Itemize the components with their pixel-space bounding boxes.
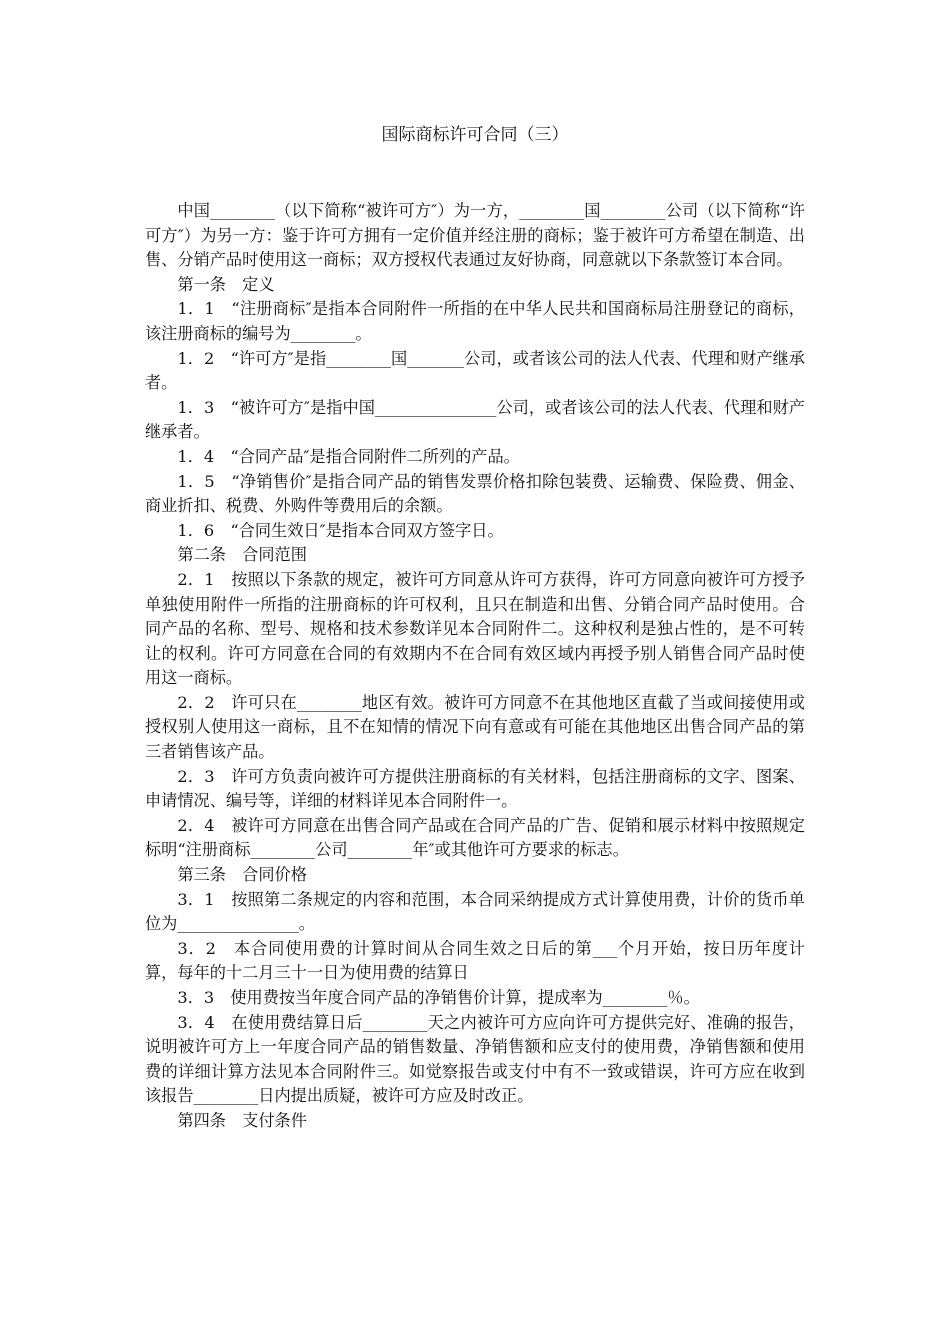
clause-2-1: 2．1 按照以下条款的规定，被许可方同意从许可方获得，许可方同意向被许可方授予单独使用附件一所指的注册商标的许可权利，且只在制造和出售、分销合同产品时使用。合同产品的名称、型号、规格和技术参数详见本合同附件二。这种权利是独占性的，是不可转让的权利。许可方同意在合同的有效期内不在合同有效区域内再授予别人销售合同产品时使用这一商标。 <box>145 569 805 688</box>
paragraph-preamble: 中国________（以下简称“被许可方″）为一方，________国________公司（以下简称“许可方″）为另一方：鉴于许可方拥有一定价值并经注册的商标；鉴于被许可方希望在制造、出售、分销产品时使用这一商标；双方授权代表通过友好协商，同意就以下条款签订本合同。 <box>145 201 805 270</box>
clause-3-2: 3．2 本合同使用费的计算时间从合同生效之日后的第___个月开始，按日历年度计算，每年的十二月三十一日为使用费的结算日 <box>145 938 805 983</box>
heading-article-4: 第四条 支付条件 <box>177 1110 307 1130</box>
clause-3-4: 3．4 在使用费结算日后________天之内被许可方应向许可方提供完好、准确的报告，说明被许可方上一年度合同产品的销售数量、净销售额和应支付的使用费，净销售额和使用费的详细计算方法见本合同附件三。如觉察报告或支付中有不一致或错误，许可方应在收到该报告________日内提出质疑，被许可方应及时改正。 <box>145 1012 805 1106</box>
clause-1-4: 1．4 “合同产品″是指合同附件二所列的产品。 <box>177 446 520 466</box>
clause-2-4: 2．4 被许可方同意在出售合同产品或在合同产品的广告、促销和展示材料中按照规定标明“注册商标________公司________年″或其他许可方要求的标志。 <box>145 815 805 860</box>
heading-article-2: 第二条 合同范围 <box>177 545 307 565</box>
document-title: 国际商标许可合同（三） <box>381 125 569 145</box>
clause-1-6: 1．6 “合同生效日″是指本合同双方签字日。 <box>177 520 504 540</box>
document-body <box>145 199 805 1134</box>
clause-3-1: 3．1 按照第二条规定的内容和范围，本合同采纳提成方式计算使用费，计价的货币单位为_______________。 <box>145 889 805 934</box>
clause-2-2: 2．2 许可只在________地区有效。被许可方同意不在其他地区直截了当或间接使用或授权别人使用这一商标，且不在知情的情况下向有意或有可能在其他地区出售合同产品的第三者销售该产品。 <box>145 692 805 762</box>
heading-article-1: 第一条 定义 <box>177 274 275 294</box>
clause-2-3: 2．3 许可方负责向被许可方提供注册商标的有关材料，包括注册商标的文字、图案、申请情况、编号等，详细的材料详见本合同附件一。 <box>145 766 805 811</box>
clause-1-1: 1．1 “注册商标″是指本合同附件一所指的在中华人民共和国商标局注册登记的商标，该注册商标的编号为________。 <box>145 299 805 343</box>
clause-1-2: 1．2 “许可方″是指________国_______公司，或者该公司的法人代表、代理和财产继承者。 <box>145 348 805 393</box>
clause-1-3: 1．3 “被许可方″是指中国_______________公司，或者该公司的法人代表、代理和财产继承者。 <box>145 397 805 442</box>
clause-3-3: 3．3 使用费按当年度合同产品的净销售价计算，提成率为________％。 <box>177 988 700 1007</box>
heading-article-3: 第三条 合同价格 <box>177 865 307 885</box>
clause-1-5: 1．5 “净销售价″是指合同产品的销售发票价格扣除包装费、运输费、保险费、佣金、商业折扣、税费、外购件等费用后的余额。 <box>145 471 805 516</box>
